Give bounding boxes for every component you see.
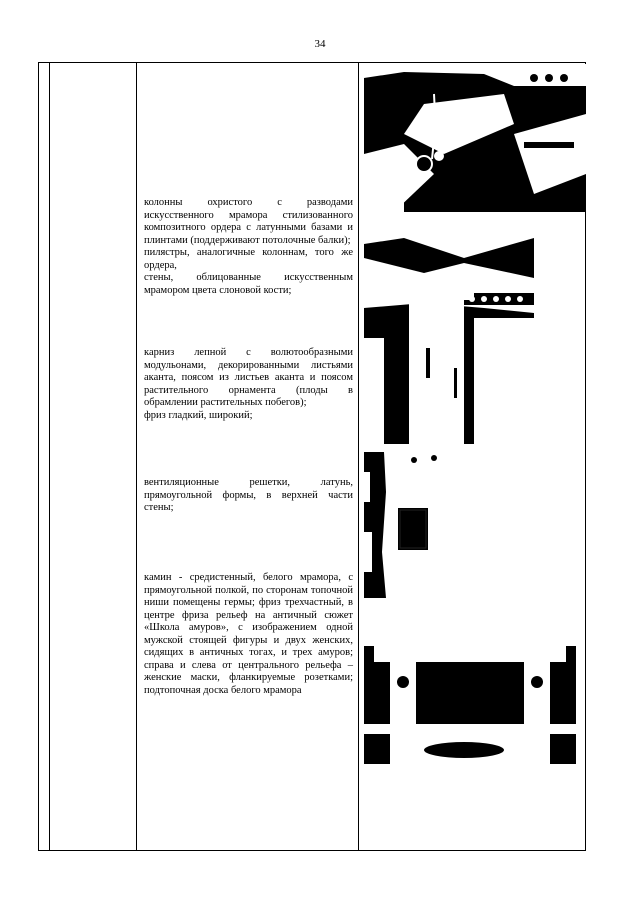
photo-ceiling-capital: [364, 64, 586, 212]
column-divider-1: [49, 62, 50, 851]
photo-fireplace: [364, 632, 576, 764]
paragraph-frieze: фриз гладкий, широкий;: [144, 409, 253, 421]
paragraph-pilasters: пилястры, аналогичные колоннам, того же ордера,: [144, 247, 353, 271]
paragraph-walls: стены, облицованные искусственным мрамором цвета слоновой кости;: [144, 272, 353, 296]
description-cornice: [144, 347, 353, 422]
photo-vent-grille: [364, 452, 474, 598]
description-columns: [144, 197, 353, 297]
paragraph-cornice: карниз лепной с волютообразными модульонами, декорированными листьями аканта, поясом из листьев аканта и поясом растительного орнамента (плоды в обрамлении растительных побегов);: [144, 347, 353, 408]
description-vent-grilles: [144, 477, 353, 515]
paragraph-columns: колонны охристого с разводами искусственного мрамора стилизованного композитного ордера с латунными базами и плинтами (поддерживают потолочные балки);: [144, 197, 353, 246]
column-divider-3: [358, 62, 359, 851]
description-fireplace: [144, 572, 353, 697]
column-divider-2: [136, 62, 137, 851]
photo-column-cornice: [364, 218, 534, 444]
paragraph-fireplace: камин - средистенный, белого мрамора, с прямоугольной полкой, по сторонам топочной ниши помещены гермы; фриз трехчастный, в центре фриза рельеф на античный сюжет «Школа амуров», с изображением одной мужской стоящей фигуры и двух женских, сидящих в античных тогах, и трех амуров; справа и слева от центрального рельефа – женские маски, фланкируемые розетками; подтопочная доска белого мрамора: [144, 572, 353, 696]
paragraph-vent-grilles: вентиляционные решетки, латунь, прямоугольной формы, в верхней части стены;: [144, 477, 353, 513]
page-number: 34: [314, 38, 326, 50]
